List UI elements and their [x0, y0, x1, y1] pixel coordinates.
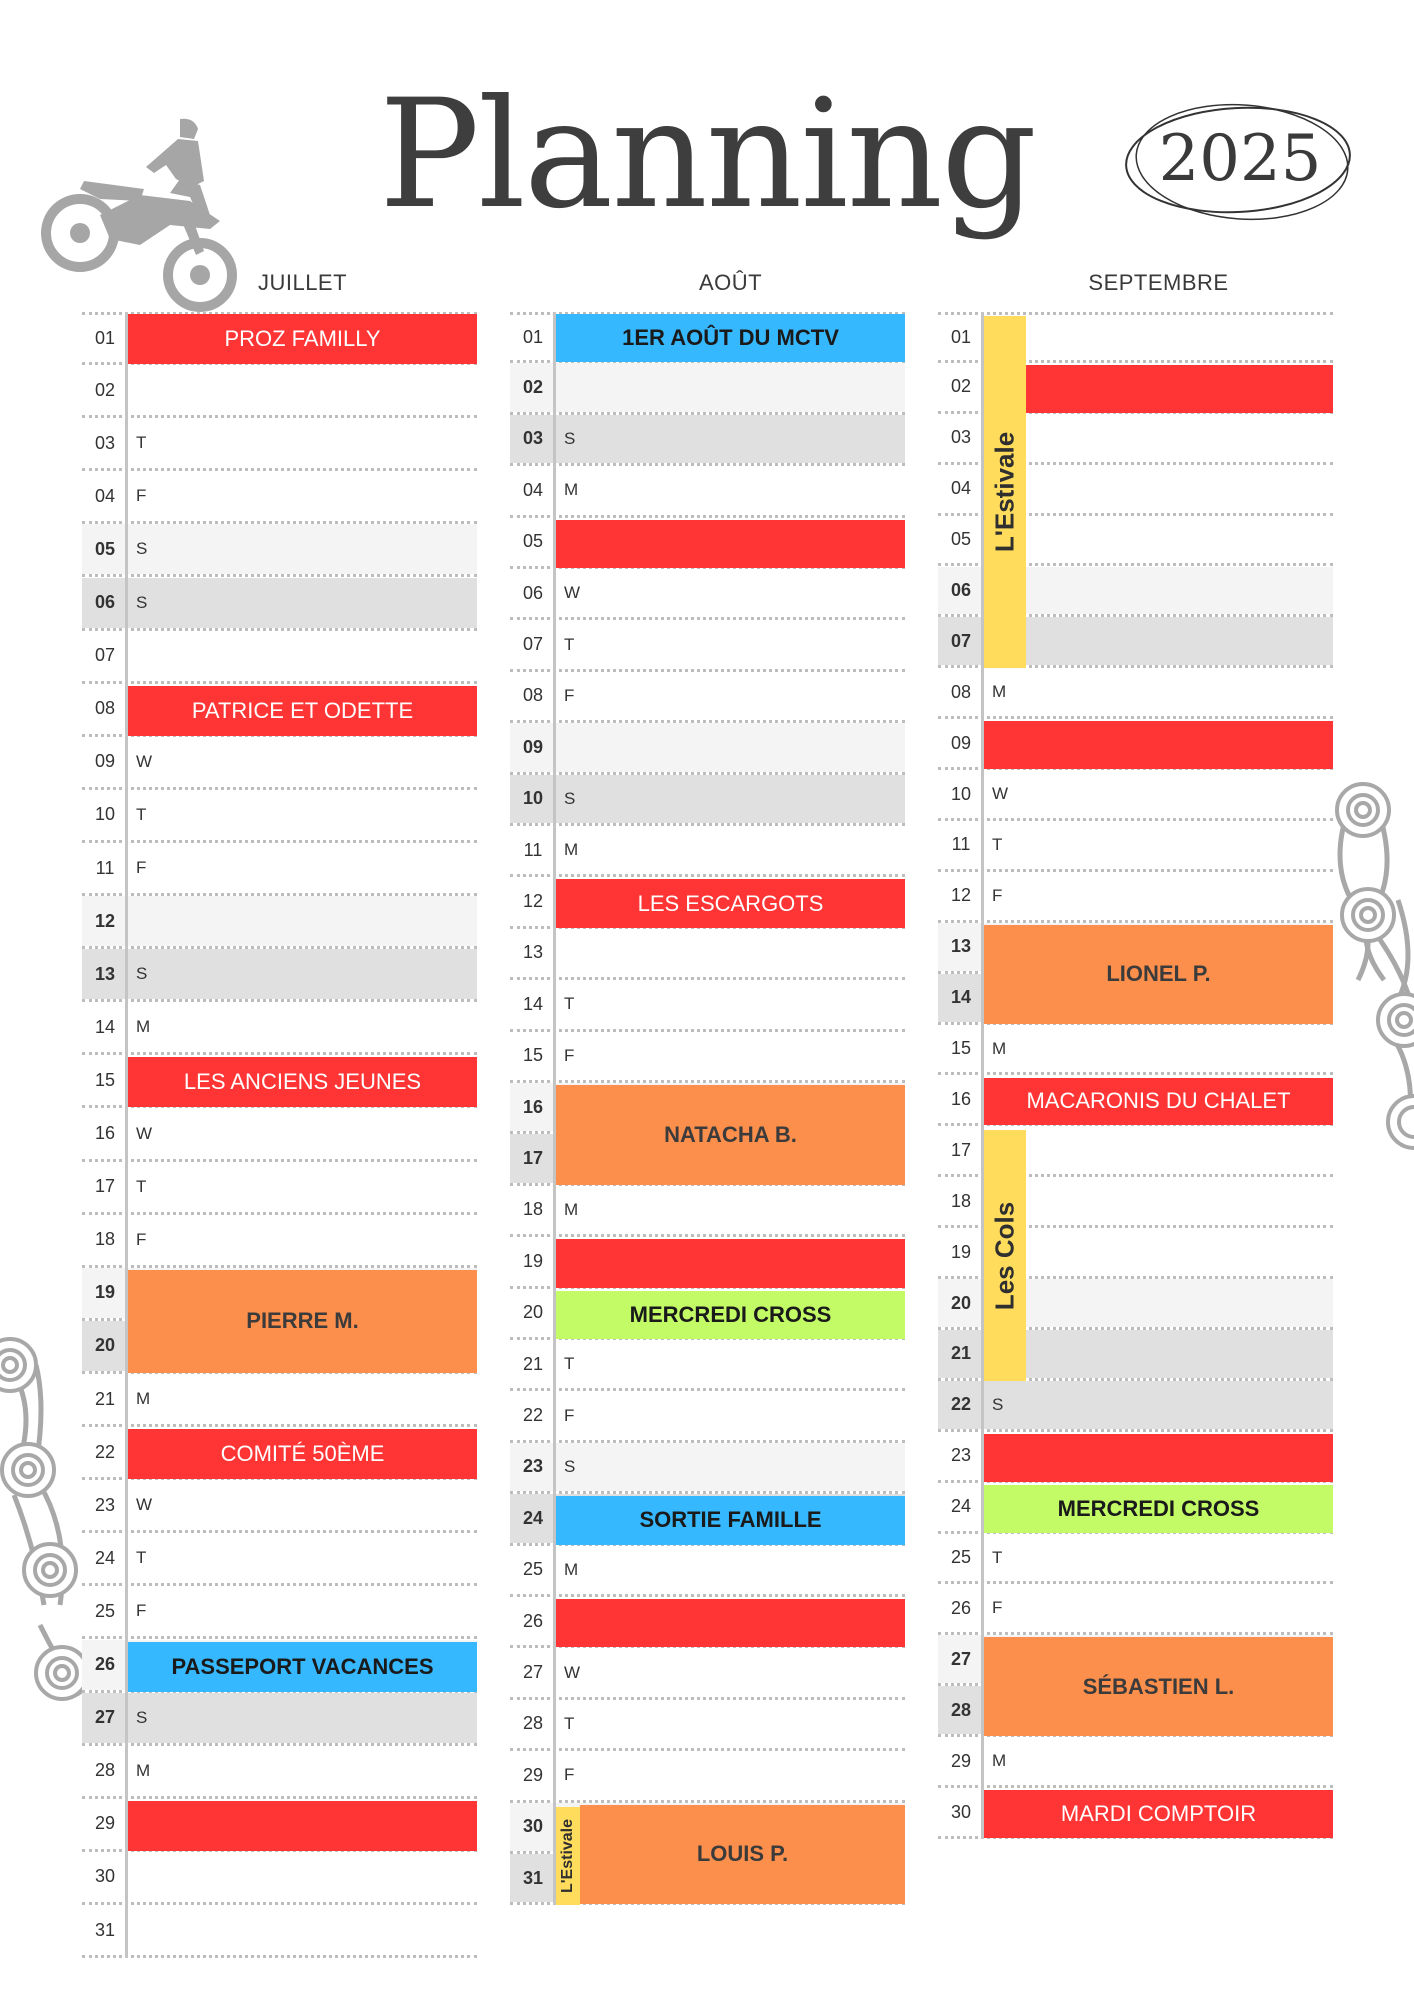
weekday-letter: M: [992, 1038, 1007, 1058]
day-row[interactable]: [82, 949, 477, 1002]
day-number: 10: [950, 783, 972, 804]
day-row[interactable]: [510, 1648, 905, 1699]
day-row[interactable]: [82, 1109, 477, 1162]
day-cell[interactable]: [556, 569, 905, 617]
day-row[interactable]: [510, 363, 905, 414]
day-row[interactable]: [938, 1025, 1333, 1076]
weekday-letter: T: [992, 1547, 1003, 1567]
weekday-letter: M: [564, 840, 579, 860]
weekday-letter: T: [564, 994, 575, 1014]
day-cell[interactable]: [984, 1126, 1333, 1174]
day-number: 21: [94, 1388, 116, 1409]
day-cell[interactable]: [556, 1391, 905, 1439]
day-number: 24: [950, 1496, 972, 1517]
day-cell[interactable]: [128, 578, 477, 628]
period-bar[interactable]: [556, 1807, 580, 1906]
day-number: 27: [82, 1693, 128, 1743]
day-cell[interactable]: [984, 617, 1333, 665]
day-cell[interactable]: [128, 1852, 477, 1902]
day-row[interactable]: [82, 1215, 477, 1268]
day-row[interactable]: [82, 790, 477, 843]
day-number: 16: [950, 1088, 972, 1109]
day-cell[interactable]: [556, 620, 905, 668]
event-block[interactable]: LES ESCARGOTS: [556, 879, 905, 927]
day-row[interactable]: [82, 1374, 477, 1427]
day-row[interactable]: [82, 365, 477, 418]
day-cell[interactable]: [128, 471, 477, 521]
day-number: 01: [950, 326, 972, 347]
weekday-letter: S: [992, 1394, 1004, 1414]
day-number: 18: [94, 1229, 116, 1250]
weekday-letter: F: [564, 1045, 575, 1065]
day-row[interactable]: [82, 1533, 477, 1586]
day-number: 14: [94, 1016, 116, 1037]
day-row[interactable]: [82, 578, 477, 631]
day-row[interactable]: [510, 672, 905, 723]
day-row[interactable]: [82, 471, 477, 524]
day-row[interactable]: [938, 1737, 1333, 1788]
day-number: 05: [950, 529, 972, 550]
day-number: 20: [938, 1279, 984, 1327]
day-cell[interactable]: [556, 363, 905, 411]
day-number: 08: [950, 681, 972, 702]
day-number: 06: [82, 578, 128, 628]
day-number: 07: [94, 645, 116, 666]
day-row[interactable]: [938, 668, 1333, 719]
day-number: 29: [950, 1750, 972, 1771]
day-number: 06: [522, 582, 544, 603]
day-number: 08: [522, 685, 544, 706]
day-cell[interactable]: [128, 1002, 477, 1052]
weekday-letter: S: [564, 428, 576, 448]
weekday-letter: T: [136, 1548, 147, 1568]
day-number: 30: [950, 1801, 972, 1822]
day-number: 03: [950, 427, 972, 448]
day-row[interactable]: [82, 631, 477, 684]
event-block[interactable]: COMITÉ 50ÈME: [128, 1429, 477, 1479]
weekday-letter: T: [564, 1713, 575, 1733]
day-cell[interactable]: [556, 415, 905, 463]
day-cell[interactable]: [984, 1228, 1333, 1276]
day-cell[interactable]: [984, 1737, 1333, 1785]
event-block[interactable]: MARDI COMPTOIR: [984, 1790, 1333, 1838]
weekday-letter: S: [564, 788, 576, 808]
day-cell[interactable]: [984, 668, 1333, 716]
day-row[interactable]: [82, 896, 477, 949]
day-row[interactable]: [82, 1693, 477, 1746]
weekday-letter: S: [136, 1707, 148, 1727]
day-row[interactable]: [510, 980, 905, 1031]
day-cell[interactable]: [128, 790, 477, 840]
weekday-letter: M: [564, 480, 579, 500]
day-number: 09: [510, 723, 556, 771]
day-cell[interactable]: [984, 1330, 1333, 1378]
day-number: 05: [522, 531, 544, 552]
day-number: 16: [510, 1083, 556, 1131]
day-cell[interactable]: [984, 872, 1333, 920]
day-number: 12: [950, 885, 972, 906]
day-number: 08: [94, 698, 116, 719]
weekday-letter: F: [564, 1765, 575, 1785]
event-block[interactable]: MACARONIS DU CHALET: [984, 1078, 1333, 1126]
day-number: 12: [82, 896, 128, 946]
day-number: 13: [82, 949, 128, 999]
weekday-letter: F: [992, 1598, 1003, 1618]
day-cell[interactable]: [556, 1186, 905, 1234]
day-number: 22: [938, 1381, 984, 1429]
day-row[interactable]: [510, 1391, 905, 1442]
weekday-letter: M: [136, 1017, 151, 1037]
weekday-letter: T: [136, 804, 147, 824]
day-number: 02: [510, 363, 556, 411]
weekday-letter: S: [136, 964, 148, 984]
weekday-letter: F: [136, 1229, 147, 1249]
day-row[interactable]: [82, 1002, 477, 1055]
day-number: 15: [950, 1038, 972, 1059]
day-cell[interactable]: [128, 737, 477, 787]
day-number: 15: [522, 1045, 544, 1066]
day-number: 28: [938, 1686, 984, 1734]
day-cell[interactable]: [984, 315, 1333, 360]
day-number: 29: [522, 1764, 544, 1785]
weekday-letter: S: [136, 539, 148, 559]
day-row[interactable]: [82, 1905, 477, 1958]
day-number: 07: [938, 617, 984, 665]
day-row[interactable]: [510, 826, 905, 877]
day-number: 04: [950, 478, 972, 499]
day-row[interactable]: [510, 1546, 905, 1597]
day-row[interactable]: [82, 1480, 477, 1533]
event-block[interactable]: LOUIS P.: [580, 1805, 905, 1905]
day-cell[interactable]: [128, 1109, 477, 1159]
day-cell[interactable]: [556, 1648, 905, 1696]
weekday-letter: S: [564, 1456, 576, 1476]
event-block[interactable]: LES ANCIENS JEUNES: [128, 1057, 477, 1107]
day-number: 28: [522, 1713, 544, 1734]
weekday-letter: W: [564, 583, 581, 603]
day-number: 25: [94, 1600, 116, 1621]
day-cell[interactable]: [128, 1215, 477, 1265]
event-block[interactable]: PIERRE M.: [128, 1270, 477, 1373]
day-cell[interactable]: [128, 524, 477, 574]
day-cell[interactable]: [556, 672, 905, 720]
weekday-letter: M: [564, 1199, 579, 1219]
day-row[interactable]: [82, 1746, 477, 1799]
day-cell[interactable]: [984, 1534, 1333, 1582]
day-number: 15: [94, 1069, 116, 1090]
period-bar[interactable]: [984, 316, 1026, 668]
day-number: 21: [938, 1330, 984, 1378]
column-divider: [125, 312, 128, 1958]
month-column-1: [82, 312, 477, 1964]
day-number: 14: [938, 974, 984, 1022]
day-number: 10: [510, 775, 556, 823]
day-cell[interactable]: [128, 418, 477, 468]
day-number: 21: [522, 1353, 544, 1374]
day-number: 17: [950, 1139, 972, 1160]
day-cell[interactable]: [128, 949, 477, 999]
weekday-letter: F: [564, 685, 575, 705]
period-bar[interactable]: [984, 1130, 1026, 1381]
weekday-letter: M: [992, 682, 1007, 702]
day-row[interactable]: [938, 1534, 1333, 1585]
year-badge: [1120, 92, 1360, 232]
day-cell[interactable]: [556, 1751, 905, 1799]
day-number: 10: [94, 804, 116, 825]
year-label: 2025: [1158, 122, 1322, 196]
event-color-block[interactable]: [556, 1239, 905, 1287]
month-column-3: [938, 312, 1333, 1845]
day-cell[interactable]: [556, 1546, 905, 1594]
day-cell[interactable]: [984, 516, 1333, 564]
day-number: 25: [950, 1547, 972, 1568]
day-row[interactable]: [82, 1162, 477, 1215]
period-label: L'Estivale: [989, 431, 1020, 553]
day-cell[interactable]: [556, 826, 905, 874]
day-row[interactable]: [938, 1585, 1333, 1636]
day-number: 06: [938, 567, 984, 615]
day-row[interactable]: [510, 723, 905, 774]
weekday-letter: T: [564, 1354, 575, 1374]
day-cell[interactable]: [556, 775, 905, 823]
day-number: 18: [522, 1199, 544, 1220]
day-number: 22: [522, 1405, 544, 1426]
month-header: AOÛT: [698, 270, 763, 295]
day-number: 28: [94, 1760, 116, 1781]
weekday-letter: T: [564, 634, 575, 654]
day-cell[interactable]: [984, 1381, 1333, 1429]
weekday-letter: W: [136, 751, 153, 771]
day-row[interactable]: [510, 1186, 905, 1237]
day-cell[interactable]: [128, 1905, 477, 1955]
weekday-letter: W: [136, 1495, 153, 1515]
event-color-block[interactable]: [1024, 365, 1333, 413]
day-row[interactable]: [510, 1443, 905, 1494]
day-number: 26: [82, 1640, 128, 1690]
day-row[interactable]: [510, 1751, 905, 1802]
day-cell[interactable]: [556, 466, 905, 514]
day-cell[interactable]: [556, 980, 905, 1028]
day-cell[interactable]: [984, 1585, 1333, 1633]
event-color-block[interactable]: [128, 1801, 477, 1851]
day-number: 11: [523, 839, 543, 860]
day-number: 05: [82, 524, 128, 574]
day-cell[interactable]: [984, 414, 1333, 462]
event-block[interactable]: 1ER AOÛT DU MCTV: [556, 314, 905, 362]
weekday-letter: F: [564, 1405, 575, 1425]
day-cell[interactable]: [128, 1533, 477, 1583]
day-cell[interactable]: [128, 1374, 477, 1424]
day-number: 09: [94, 751, 116, 772]
day-cell[interactable]: [128, 896, 477, 946]
day-number: 04: [522, 479, 544, 500]
event-block[interactable]: SÉBASTIEN L.: [984, 1637, 1333, 1736]
day-cell[interactable]: [556, 1032, 905, 1080]
day-row[interactable]: [510, 466, 905, 517]
day-cell[interactable]: [128, 843, 477, 893]
day-cell[interactable]: [984, 1177, 1333, 1225]
page-title: Planning: [378, 68, 1036, 242]
day-row[interactable]: [938, 872, 1333, 923]
day-number: 26: [522, 1610, 544, 1631]
day-number: 04: [94, 485, 116, 506]
day-row[interactable]: [510, 1340, 905, 1391]
day-number: 13: [938, 923, 984, 971]
day-cell[interactable]: [556, 1700, 905, 1748]
day-cell[interactable]: [128, 1162, 477, 1212]
day-number: 02: [950, 376, 972, 397]
month-header: JUILLET: [257, 270, 348, 295]
day-number: 27: [522, 1662, 544, 1683]
day-row[interactable]: [510, 1032, 905, 1083]
event-color-block[interactable]: [556, 1599, 905, 1647]
event-block[interactable]: PASSEPORT VACANCES: [128, 1642, 477, 1692]
weekday-letter: T: [136, 1176, 147, 1196]
day-row[interactable]: [510, 929, 905, 980]
day-cell[interactable]: [984, 567, 1333, 615]
day-cell[interactable]: [556, 929, 905, 977]
weekday-letter: F: [136, 1601, 147, 1621]
day-row[interactable]: [510, 415, 905, 466]
weekday-letter: W: [992, 784, 1009, 804]
day-cell[interactable]: [556, 1340, 905, 1388]
day-number: 19: [522, 1250, 544, 1271]
day-number: 11: [951, 834, 971, 855]
day-row[interactable]: [82, 1852, 477, 1905]
day-number: 29: [94, 1813, 116, 1834]
event-block[interactable]: LIONEL P.: [984, 925, 1333, 1024]
day-number: 22: [94, 1441, 116, 1462]
day-number: 02: [94, 379, 116, 400]
day-cell[interactable]: [128, 1586, 477, 1636]
day-number: 13: [522, 942, 544, 963]
day-cell[interactable]: [984, 821, 1333, 869]
day-number: 20: [82, 1321, 128, 1371]
day-cell[interactable]: [556, 723, 905, 771]
weekday-letter: S: [136, 592, 148, 612]
weekday-letter: T: [992, 834, 1003, 854]
day-number: 12: [522, 891, 544, 912]
day-number: 27: [938, 1635, 984, 1683]
day-number: 23: [94, 1494, 116, 1515]
weekday-letter: M: [992, 1751, 1007, 1771]
event-block[interactable]: MERCREDI CROSS: [556, 1291, 905, 1339]
day-number: 23: [950, 1445, 972, 1466]
day-number: 30: [94, 1866, 116, 1887]
event-block[interactable]: NATACHA B.: [556, 1085, 905, 1185]
event-block[interactable]: SORTIE FAMILLE: [556, 1496, 905, 1544]
weekday-letter: T: [136, 433, 147, 453]
event-block[interactable]: PROZ FAMILLY: [128, 314, 477, 364]
period-label: L'Estivale: [559, 1818, 576, 1894]
weekday-letter: M: [136, 1760, 151, 1780]
weekday-letter: F: [992, 885, 1003, 905]
event-color-block[interactable]: [984, 1434, 1333, 1482]
day-number: 30: [510, 1803, 556, 1851]
day-number: 23: [510, 1443, 556, 1491]
day-row[interactable]: [82, 737, 477, 790]
day-number: 16: [94, 1123, 116, 1144]
weekday-letter: F: [136, 858, 147, 878]
event-color-block[interactable]: [556, 520, 905, 568]
day-number: 14: [522, 993, 544, 1014]
day-number: 09: [950, 732, 972, 753]
weekday-letter: M: [564, 1559, 579, 1579]
weekday-letter: W: [136, 1123, 153, 1143]
event-block[interactable]: PATRICE ET ODETTE: [128, 686, 477, 736]
day-row[interactable]: [938, 1381, 1333, 1432]
day-cell[interactable]: [984, 1279, 1333, 1327]
day-cell[interactable]: [128, 1480, 477, 1530]
weekday-letter: M: [136, 1389, 151, 1409]
day-cell[interactable]: [556, 1443, 905, 1491]
day-row[interactable]: [938, 770, 1333, 821]
day-row[interactable]: [510, 775, 905, 826]
day-number: 03: [94, 432, 116, 453]
day-number: 18: [950, 1190, 972, 1211]
day-number: 19: [950, 1241, 972, 1262]
day-row[interactable]: [938, 821, 1333, 872]
day-row[interactable]: [510, 1700, 905, 1751]
day-cell[interactable]: [128, 365, 477, 415]
day-number: 07: [522, 634, 544, 655]
day-number: 24: [94, 1547, 116, 1568]
day-number: 01: [522, 327, 544, 348]
day-row[interactable]: [510, 569, 905, 620]
day-number: 25: [522, 1559, 544, 1580]
day-number: 20: [522, 1302, 544, 1323]
event-block[interactable]: MERCREDI CROSS: [984, 1485, 1333, 1533]
day-cell[interactable]: [984, 770, 1333, 818]
day-row[interactable]: [510, 620, 905, 671]
weekday-letter: F: [136, 486, 147, 506]
day-cell[interactable]: [984, 465, 1333, 513]
weekday-letter: W: [564, 1662, 581, 1682]
day-number: 31: [510, 1854, 556, 1902]
day-number: 17: [510, 1134, 556, 1182]
day-row[interactable]: [82, 843, 477, 896]
day-cell[interactable]: [984, 1025, 1333, 1073]
day-row[interactable]: [82, 524, 477, 577]
day-row[interactable]: [82, 1586, 477, 1639]
day-number: 31: [94, 1919, 116, 1940]
event-color-block[interactable]: [984, 721, 1333, 769]
day-cell[interactable]: [128, 631, 477, 681]
day-number: 26: [950, 1597, 972, 1618]
day-number: 03: [510, 415, 556, 463]
day-number: 17: [94, 1176, 116, 1197]
month-header: SEPTEMBRE: [1088, 270, 1229, 295]
month-column-2: [510, 312, 905, 1911]
day-cell[interactable]: [128, 1746, 477, 1796]
day-cell[interactable]: [128, 1693, 477, 1743]
period-label: Les Cols: [989, 1201, 1020, 1310]
day-row[interactable]: [82, 418, 477, 471]
day-number: 19: [82, 1268, 128, 1318]
day-number: 24: [510, 1494, 556, 1542]
day-number: 11: [95, 857, 115, 878]
day-number: 01: [94, 328, 116, 349]
